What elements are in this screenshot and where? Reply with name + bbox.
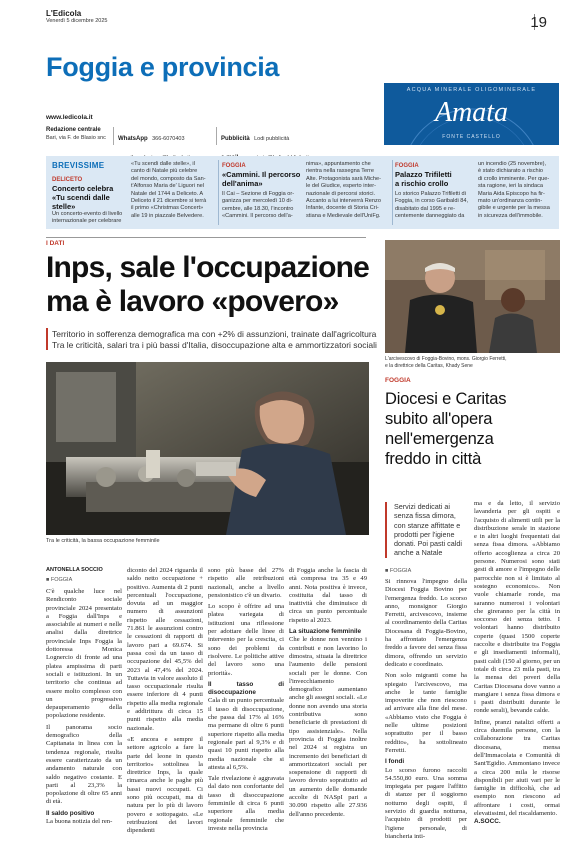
brief-text-line: disabitato dal 1995 e re- <box>395 205 456 212</box>
masthead-name: L'Edicola <box>46 9 82 18</box>
brief-divider <box>218 160 219 225</box>
brief-text-line: «Cammini. Il percorso dell'a- <box>222 213 293 220</box>
website-link[interactable]: www.ledicola.it <box>46 114 93 121</box>
main-article-rule <box>46 237 366 238</box>
ad-banner-amata[interactable] <box>384 83 559 145</box>
brief-text-line: in sicurezza dell'immobile. <box>478 212 543 219</box>
dateline-text: FOGGIA <box>389 568 412 574</box>
main-article-photo <box>46 362 369 535</box>
body-paragraph: Il panorama socio demografico della Capitanata in linea con la tendenza regionale, risulta essere caratterizzato da un andamento naturale con saldo negativo costante. E parti al 23,3% la popolazione di oltre 65 anni di età. <box>46 723 122 806</box>
contact-redazione <box>46 127 106 141</box>
ad-brand-logo: Amata <box>434 97 509 128</box>
main-subheading-line: Tra le criticità, salari tra i più bassi d'Italia, disoccupazione alta e ammortizzatori sociali <box>52 340 377 350</box>
factory-worker-illustration <box>46 362 369 535</box>
side-headline-line[interactable]: nell'emergenza <box>385 430 494 448</box>
side-article-summary: Servizi dedicati ai senza fissa dimora, con stanze affittate e prodotti per l'igiene donati. Poi pasti caldi anche a Natale <box>394 502 462 558</box>
body-paragraph: di Foggia anche la fascia di età compresa tra 35 e 49 anni. Nota positiva è invece, costituita dal tasso di inattività che diminuisce di circa un punto percentuale rispetto al 2023. <box>289 567 367 624</box>
brief-title-line: «Cammini. Il percorso <box>222 170 301 179</box>
side-body-column-1 <box>385 578 467 841</box>
brief-text-line: cembre, alle 18.30, l'incontro <box>222 205 294 212</box>
body-paragraph: Non solo migranti come ha spiegato l'arcivescovo, ma anche le tante famiglie impoverite che non riescono ad arrivare alla fine del mese. «Abbiamo visto che Foggia è nelle ultime posizioni soprattutto per il basso reddito», ha sottolineato Ferretti. <box>385 672 467 754</box>
side-article-photo <box>385 240 560 353</box>
brief-col-1 <box>52 162 127 226</box>
body-paragraph: Cala di un punto percentuale il tasso di disoccupazione, che passa dal 17% al 16% ma permane di oltre 6 punti superiore rispetto alla media regionale pari al 9,3% e di quasi 10 punti rispetto alla media nazionale che si attesta al 6,5%. <box>208 697 284 771</box>
brief-kicker: FOGGIA <box>395 163 419 169</box>
brief-title-line: «Tu scendi dalle stelle» <box>52 193 110 211</box>
brief-text-line: un incendio (25 novembre), <box>478 161 547 167</box>
brief-text-line: le del Giudice, esperto inter- <box>306 183 376 190</box>
page-number: 19 <box>530 14 547 31</box>
brief-text-line: alle 19 in piazzale Belvedere. <box>131 212 204 219</box>
body-paragraph: Infine, pranzi natalizi offerti a circa duemila persone, con la collaborazione tra Caritas diocesana, mensa dell'Immacolata e Comunità di Sant'Egidio. Ammontano invece a circa 200 mila le risorse disponibili per aiuti vari per le famiglie in difficoltà, che ad esempio non riescono ad affrontare i costi, ormai elevatissimi, del riscaldamento. <box>474 718 560 817</box>
body-paragraph: Lo scorso furono raccolti 54.550,80 euro. Una somma impiegata per pagare l'affitto di stanze per il soggiorno notturno degli ospiti, il servizio di guardia notturna, l'acquisto di prodotti per l'igiene personale, di biancheria inti- <box>385 766 467 840</box>
brief-text-line: mato un'ordinanza contin- <box>478 198 543 205</box>
redazione-address: Bari, via F. de Blasio snc <box>46 135 106 141</box>
brief-text-line: Lo storico Palazzo Trifiletti di <box>395 191 466 197</box>
body-paragraph: Si rinnova l'impegno della Diocesi Foggia Bovino per l'emergenza freddo. Lo scorso anno, monsignor Giorgio Ferretti, arcivescovo, insieme al coordinamento della Caritas Diocesana di Foggia-Bovino, ha affrontato l'emergenza freddo a favore dei senza fissa dimora, offrendo un servizio dedicato e coordinato. <box>385 578 467 668</box>
body-paragraph: Che le donne non vennino i contributi e non lavorino lo dimostra, situata la direttrice l'aumento delle pensioni sociali per le donne. Con l'invecchiamento demografico aumentano anche gli assegni sociali. «Le donne non avendo una storia contributiva sono beneficiarie di prestazioni di tipo assistenziale». Nella provincia di Foggia inoltre nel 2024 si registra un incremento dei beneficiari di ammortizzatori sociali per sospensione di rapporti di lavoro dovuto soprattutto ad un aumento delle domande accolte di NASpI pari a 30.090 rispetto alle 27.936 dell'anno precedente. <box>289 636 367 818</box>
subheading-accent-bar <box>46 328 48 350</box>
side-photo-caption-line: L'arcivescovo di Foggia-Bovino, mons. Giorgio Ferretti, <box>385 356 507 362</box>
main-headline-line[interactable]: ma è lavoro «povero» <box>46 285 339 318</box>
brief-text-line: di crollo imminente. Per que- <box>478 175 550 182</box>
brief-text-line: t'Alfonso Maria de' Liguori nel <box>131 183 205 190</box>
brief-text-line: rientra nella rassegna Terre <box>306 168 374 175</box>
brevissime-label: BREVISSIME <box>52 161 105 170</box>
brief-text-line: Foggia, in corso Garibaldi 84, <box>395 198 469 205</box>
brief-col-3 <box>222 162 302 221</box>
brief-title-line: Palazzo Trifiletti <box>395 170 452 179</box>
pubblicita-label: Pubblicità <box>221 136 250 142</box>
section-title: Foggia e provincia <box>46 52 280 82</box>
main-body-column-3 <box>208 567 284 833</box>
main-body-column-4 <box>289 567 367 819</box>
body-paragraph: La buona notizia del ren- <box>46 818 113 826</box>
summary-accent-bar <box>385 502 387 558</box>
main-photo-caption: Tra le criticità, la bassa occupazione femminile <box>46 538 160 544</box>
side-headline-line[interactable]: Diocesi e Caritas <box>385 390 507 408</box>
brief-text-line: «Tu scendi dalle stelle», il <box>131 161 195 167</box>
side-photo-caption-line: e la direttrice della Caritas, Khady Sene <box>385 363 473 369</box>
main-body-column-2 <box>127 567 203 836</box>
dateline-place: ■ FOGGIA <box>385 568 412 574</box>
body-paragraph: C'è qualche luce nel Rendiconto sociale provinciale 2024 presentato a Foggia dall'Inps e associabile ai numeri e nelle analisi dalla direttrice provinciale Inps Foggia la dottoressa Monica Lognercio di fronte ad una platea ampissima di parti sociali e istituzioni. In un territorio che continua ad essere molto complesso con un progressivo depauperamento della popolazione residente. <box>46 588 122 720</box>
whatsapp-number[interactable]: 366-6070403 <box>152 136 185 142</box>
ad-source: FONTE CASTELLO <box>442 134 501 140</box>
brief-text-line: Deliceto il 21 dicembre si terrà <box>131 198 207 205</box>
contact-divider <box>216 127 217 145</box>
brief-text-line: ganizza per mercoledì 10 di- <box>222 198 293 205</box>
contact-divider <box>113 127 114 145</box>
brief-text-line: del mondo, composto da San- <box>131 175 206 182</box>
main-subheading-line: Territorio in sofferenza demografica ma con +2% di assunzioni, trainate dall'agricoltura <box>52 329 377 339</box>
brief-text-line: Maria Aida Episcopo ha fir- <box>478 190 545 197</box>
author-byline: ANTONELLA SOCCIO <box>46 567 103 573</box>
briefs-strip <box>46 156 559 229</box>
brief-text-line: sta ragione, ieri la sindaca <box>478 183 543 190</box>
body-paragraph: Lo scopo è offrire ad una platea variegata di istituzioni una riflessione per adottare delle linee di intervento per la crescita, ci sono dei problemi da risolvere. Le politiche attive del lavoro sono una priorità». <box>208 603 284 677</box>
brief-text-line: Un concerto-evento di livello <box>52 211 123 217</box>
brief-kicker: FOGGIA <box>222 163 246 169</box>
brief-text-line: è stato dichiarato a rischio <box>478 168 543 175</box>
brief-text-line: gibile e urgente per la messa <box>478 205 550 212</box>
brief-text-line: centemente danneggiato da <box>395 213 465 220</box>
ad-arc-text: ACQUA MINERALE OLIGOMINERALE <box>406 87 537 93</box>
brief-text-line: canto di Natale più celebre <box>131 168 198 175</box>
body-paragraph: «E ancora e sempre il settore agricolo a fare la parte del leone in questo territorio» sottolinea la direttrice Inps, la quale rimarca anche le paghe più bassi nuovi occupati. Ci sono più occupati, ma di natura per lo più di lavoro povero e sottopagato. «Le retribuzioni dei lavori dipendenti <box>127 735 203 835</box>
brief-text-line: nima», appuntamento che <box>306 161 371 167</box>
masthead-date: Venerdì 5 dicembre 2025 <box>46 18 108 24</box>
brief-col-4 <box>306 161 390 220</box>
brief-text-line: Il Cai – Sezione di Foggia or- <box>222 191 295 197</box>
brief-text-line: Natale del 1744 a Deliceto. A <box>131 190 204 197</box>
brief-text-line: stiana e Medievale dell'UniFg. <box>306 212 381 219</box>
side-body-column-2 <box>474 500 560 827</box>
brief-text-line: il primo «Christmas Concert» <box>131 205 204 212</box>
brief-col-6 <box>478 161 558 220</box>
brief-text-line: Accanto a lui interverrà Renzo <box>306 198 381 205</box>
side-headline-line[interactable]: freddo in città <box>385 450 482 468</box>
body-subheading: Il tasso di disoccupazione <box>208 680 284 697</box>
brief-title-line: Concerto celebra <box>52 184 114 193</box>
body-paragraph: ma e da letto, il servizio lavanderia per gli ospiti e l'acquisto di alimenti utili per la distribuzione serale in stazione e in altri luoghi frequentati dai senza fissa dimora. «Abbiamo offerto accoglienza a circa 20 persone. Numerosi sono stati gesti di amore e l'impegno delle parrocchie non si è limitato al sostegno economico». Non vuole chiamarle ronde, ma saranno numerosi i volontari che gireranno per la città in soccorso dei senza tetto. I volontari hanno distribuito coperte (quasi 1500 coperte raccolte e distribuite tra Foggia e gli insediamenti informali), pasti caldi (150 al giorno, per un totale di circa 23 mila pasti, tra la mensa dei poveri della Caritas Diocesana dove vanno a mangiare i senza fissa dimora e i pasti distribuiti durante le ronde serali), bevande calde. <box>474 500 560 715</box>
brief-text-line: Alte. Protagonista sarà Miche- <box>306 175 381 182</box>
body-paragraph: Tale rivelazione è aggravata dal dato non confortante del tasso di disoccupazione femminile di circa 6 punti superiore alla media regionale femminile che investe nella provincia <box>208 775 284 832</box>
brief-col-2 <box>131 161 215 220</box>
article-signature: A.SOCC. <box>474 818 501 826</box>
whatsapp-label: WhatsApp <box>118 136 148 142</box>
body-subheading: I fondi <box>385 758 405 766</box>
side-headline-line[interactable]: subito all'opera <box>385 410 493 428</box>
dateline-place: ■ FOGGIA <box>46 577 73 583</box>
pubblicita-name: Lodi pubblicità <box>254 136 290 142</box>
brief-title-line: a rischio crollo <box>395 179 449 188</box>
clergy-photo-illustration <box>385 240 560 353</box>
brief-kicker: DELICETO <box>52 177 83 183</box>
brief-title-line: dell'anima» <box>222 179 263 188</box>
main-body-column-1 <box>46 588 122 826</box>
brief-text-line: internazionale per celebrare <box>52 218 122 225</box>
brief-col-5 <box>386 162 472 221</box>
main-article-kicker: I DATI <box>46 240 65 247</box>
main-headline-line[interactable]: Inps, sale l'occupazione <box>46 251 370 284</box>
side-article-kicker: FOGGIA <box>385 377 411 384</box>
redazione-label: Redazione centrale <box>46 127 101 133</box>
dateline-text: FOGGIA <box>50 577 73 583</box>
body-paragraph: sono più basse del 27% rispetto alle retribuzioni nazionali, anche a livello pensionistico c'è un divario. <box>208 567 284 599</box>
body-paragraph: diconto del 2024 riguarda il saldo netto occupazione + positivo. Aumenta di 2 punti percentuali l'occupazione, dovuta ad un maggior numero di assunzioni rispetto alle cessazioni, 71.861 le assunzioni contro le cessazioni di rapporti di lavoro pari a 69.674. Si passa così da un tasso di occupazione del 45,5% del 2023 al 47,4% del 2024. Tuttavia in valore assoluto il tasso occupazionale risulta essere inferiore di 4 punti rispetto alla media regionale e addirittura di circa 15 punti rispetto alla media nazionale. <box>127 567 203 732</box>
body-subheading: Il saldo positivo <box>46 809 95 817</box>
brief-text-line: Infante, docente di Storia Cri- <box>306 205 379 212</box>
brief-text-line: nazionale di percorsi storici. <box>306 190 376 197</box>
body-subheading: La situazione femminile <box>289 628 362 636</box>
